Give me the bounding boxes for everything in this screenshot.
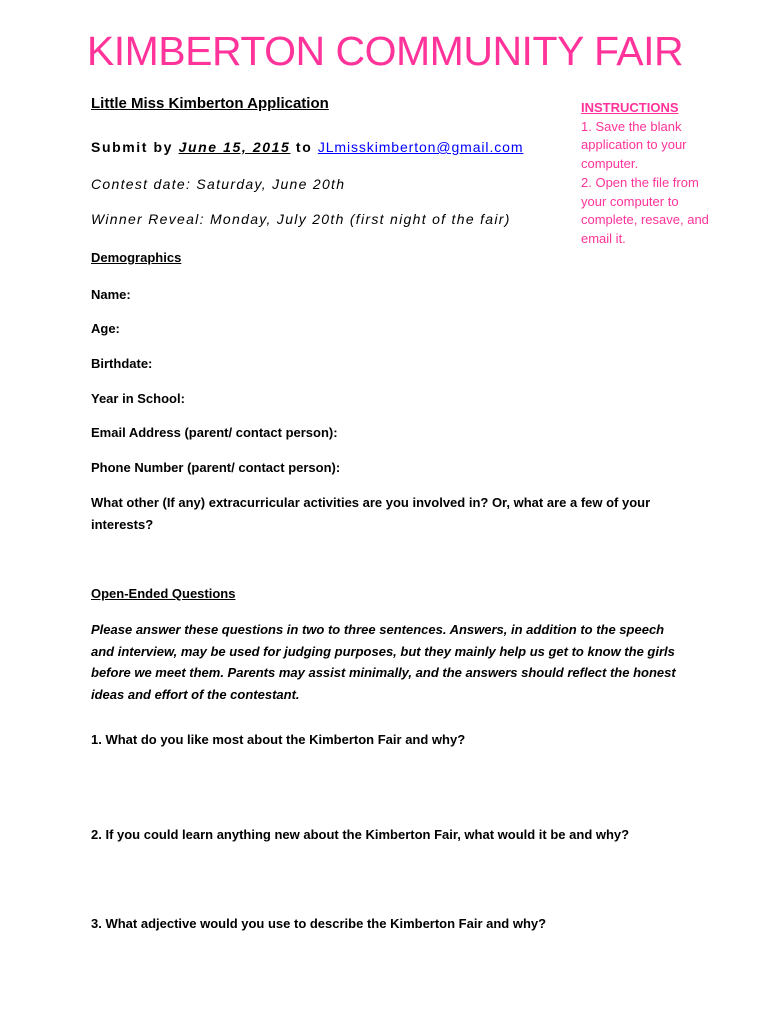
question-2: 2. If you could learn anything new about the Kimberton Fair, what would it be and why? <box>91 827 630 842</box>
instructions-step-1: 1. Save the blank application to your computer. <box>581 118 687 172</box>
activities-question: What other (If any) extracurricular activities are you involved in? Or, what are a few of your interests? <box>91 495 651 532</box>
email-field-label: Email Address (parent/ contact person): <box>91 425 338 440</box>
age-field-label: Age: <box>91 321 120 336</box>
contest-date: Contest date: Saturday, June 20th <box>91 176 346 192</box>
open-ended-instructions: Please answer these questions in two to three sentences. Answers, in addition to the speech and interview, may be used for judging purposes, but they mainly help us get to know the girls before we meet them. Parents may assist minimally, and the answers should reflect the honest ideas and effort of the contestant. <box>91 622 676 702</box>
question-3: 3. What adjective would you use to describe the Kimberton Fair and why? <box>91 916 547 931</box>
question-1: 1. What do you like most about the Kimberton Fair and why? <box>91 732 466 747</box>
page-title: KIMBERTON COMMUNITY FAIR <box>86 28 684 74</box>
open-ended-heading: Open-Ended Questions <box>91 586 236 601</box>
submit-line <box>91 139 523 155</box>
instructions-title: INSTRUCTIONS <box>581 100 679 115</box>
submit-prefix: Submit by <box>91 139 179 155</box>
submit-deadline: June 15, 2015 <box>178 139 291 155</box>
phone-field-label: Phone Number (parent/ contact person): <box>91 460 341 475</box>
instructions-box <box>581 99 721 249</box>
submit-email-link[interactable]: JLmisskimberton@gmail.com <box>317 139 524 155</box>
birthdate-field-label: Birthdate: <box>91 356 153 371</box>
application-heading: Little Miss Kimberton Application <box>91 95 329 112</box>
instructions-step-2: 2. Open the file from your computer to complete, resave, and email it. <box>581 174 709 246</box>
submit-to: to <box>290 139 318 155</box>
winner-reveal: Winner Reveal: Monday, July 20th (first night of the fair) <box>91 211 511 227</box>
demographics-heading: Demographics <box>91 250 182 265</box>
name-field-label: Name: <box>91 287 131 302</box>
year-in-school-field-label: Year in School: <box>91 391 185 406</box>
